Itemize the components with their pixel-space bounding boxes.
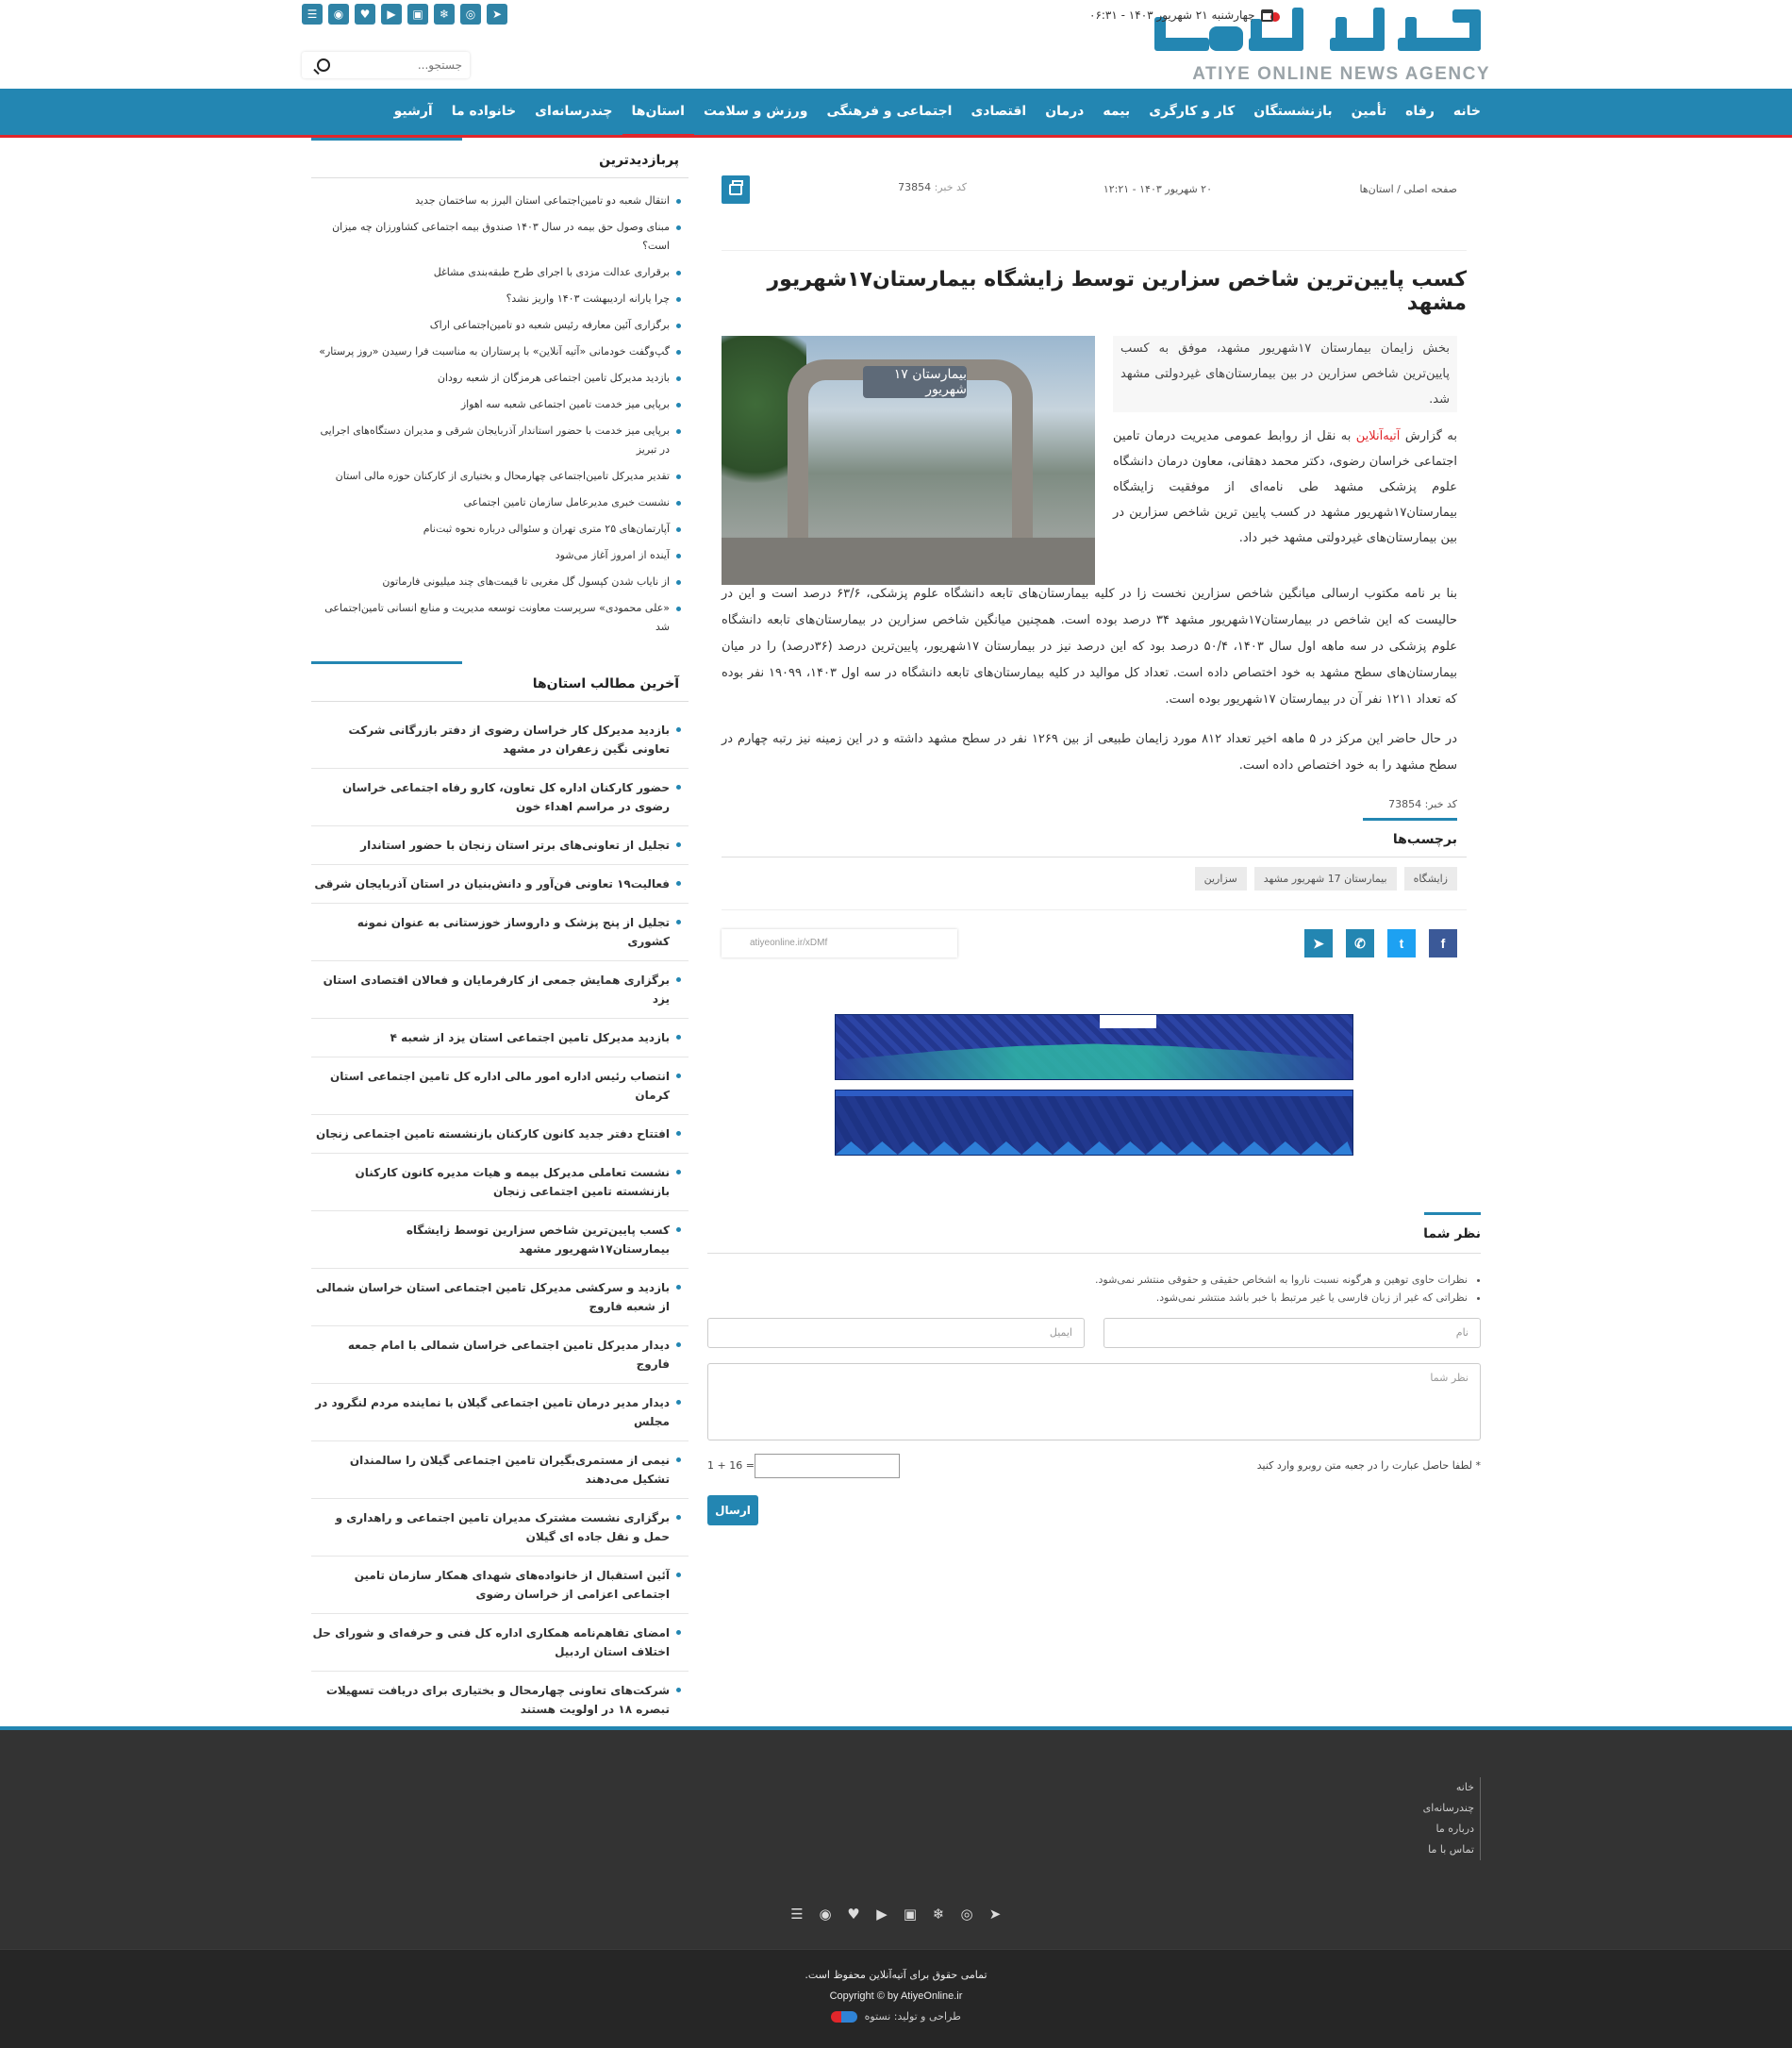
latest-item[interactable]: دیدار مدیرکل تامین اجتماعی خراسان شمالی با امام جمعه فاروج	[311, 1326, 689, 1384]
instagram-icon[interactable]: ◎	[960, 1906, 973, 1923]
breadcrumb	[1360, 183, 1458, 195]
rss-icon[interactable]: ◉	[328, 4, 349, 25]
short-url-field[interactable]: atiyeonline.ir/xDMf	[722, 929, 957, 957]
share-row	[722, 910, 1467, 1014]
aparat-icon[interactable]: ▣	[407, 4, 428, 25]
footer-link-contact[interactable]: تماس با ما	[1428, 1843, 1474, 1856]
ad-banners	[835, 1014, 1353, 1156]
logo-subtitle: ATIYE ONLINE NEWS AGENCY	[1192, 64, 1490, 84]
latest-item[interactable]: برگزاری همایش جمعی از کارفرمایان و فعالان اقتصادی استان یزد	[311, 961, 689, 1019]
site-footer	[0, 1726, 1792, 2048]
footer-links	[1423, 1777, 1481, 1860]
designer-logo-icon[interactable]	[831, 2011, 857, 2023]
search-box	[302, 52, 470, 78]
name-field[interactable]: نام	[1103, 1318, 1481, 1348]
calendar-icon	[1261, 9, 1273, 22]
nav-item-home[interactable]: خانه	[1452, 104, 1481, 119]
popular-title: پربازدیدترین	[599, 153, 679, 168]
nav-item-retirees[interactable]: بازنشستگان	[1253, 104, 1333, 119]
telegram-share-icon[interactable]: ➤	[1304, 929, 1333, 957]
captcha-row	[707, 1454, 1481, 1482]
print-icon	[729, 184, 742, 195]
popular-item[interactable]: گپ‌وگفت خودمانی «آتیه آنلاین» با پرستاران به مناسبت فرا رسیدن «روز پرستار»	[311, 339, 689, 365]
captcha-equation: 1 + 16 =	[707, 1459, 755, 1472]
tag-item[interactable]: زایشگاه	[1404, 867, 1457, 891]
article-paragraph-3: در حال حاضر این مرکز در ۵ ماهه اخیر تعداد ۸۱۲ مورد زایمان طبیعی از بین ۱۲۶۹ نفر در سطح مشهد داشته و در این زمینه نیز رتبه چهارم در سطح مشهد را به خود اختصاص داده است.	[722, 732, 1458, 773]
banner-tab	[1100, 1015, 1156, 1028]
footer-link-home[interactable]: خانه	[1455, 1781, 1474, 1793]
nav-item-sport[interactable]: ورزش و سلامت	[703, 104, 808, 119]
tags-list	[722, 857, 1467, 910]
article-date: ۲۰ شهریور ۱۴۰۳ - ۱۲:۲۱	[1103, 183, 1212, 195]
sidebar	[311, 138, 689, 1777]
instagram-icon[interactable]: ◎	[460, 4, 481, 25]
date-text: چهارشنبه ۲۱ شهریور ۱۴۰۳ - ۰۶:۳۱	[1089, 8, 1255, 22]
latest-item[interactable]: آئین استقبال از خانواده‌های شهدای همکار سازمان تامین اجتماعی اعزامی از خراسان رضوی	[311, 1557, 689, 1614]
footer-bottom	[0, 1949, 1792, 2048]
ad-banner-1[interactable]	[835, 1014, 1353, 1080]
print-button[interactable]	[722, 175, 750, 204]
tag-item[interactable]: بیمارستان 17 شهریور مشهد	[1254, 867, 1397, 891]
comment-rule: • نظراتی که غیر از زبان فارسی یا غیر مرتبط با خبر باشد منتشر نمی‌شود.	[707, 1289, 1468, 1307]
code-footer-value: 73854	[1388, 798, 1422, 810]
article-column	[707, 138, 1481, 1525]
telegram-icon[interactable]: ➤	[487, 4, 507, 25]
breadcrumb-separator: /	[1393, 183, 1401, 195]
popular-item[interactable]: مبنای وصول حق بیمه در سال ۱۴۰۳ صندوق بیمه اجتماعی کشاورزان چه میزان است؟	[311, 214, 689, 259]
latest-item[interactable]: بازدید مدیرکل کار خراسان رضوی از دفتر بازرگانی شرکت تعاونی نگین زعفران در مشهد	[311, 711, 689, 769]
whatsapp-icon[interactable]: ✆	[1346, 929, 1374, 957]
popular-item[interactable]: برپایی میز خدمت با حضور استاندار آذربایجان شرقی و مدیران دستگاه‌های اجرایی در تبریز	[311, 418, 689, 463]
banner-wave	[836, 1032, 1352, 1079]
facebook-icon[interactable]: f	[1429, 929, 1457, 957]
tag-item[interactable]: سزارین	[1195, 867, 1247, 891]
latest-title: آخرین مطالب استان‌ها	[532, 676, 679, 691]
breadcrumb-home[interactable]: صفحه اصلی	[1403, 183, 1457, 195]
latest-item[interactable]: کسب پایین‌ترین شاخص سزارین توسط زایشگاه بیمارستان۱۷شهریور مشهد	[311, 1211, 689, 1269]
nav-item-family[interactable]: خانواده ما	[451, 104, 517, 119]
popular-item[interactable]: چرا یارانه اردیبهشت ۱۴۰۳ واریز نشد؟	[311, 286, 689, 312]
latest-item[interactable]: بازدید و سرکشی مدیرکل تامین اجتماعی استان خراسان شمالی از شعبه فاروج	[311, 1269, 689, 1326]
virgool-icon[interactable]: ❄	[932, 1906, 945, 1923]
article-lead	[722, 336, 1467, 581]
footer-link-multimedia[interactable]: چندرسانه‌ای	[1422, 1802, 1474, 1814]
article-meta	[722, 175, 1467, 251]
popular-header	[311, 138, 689, 178]
footer-rights: تمامی حقوق برای آتیه‌آنلاین محفوظ است.	[805, 1969, 987, 1981]
email-field[interactable]: ایمیل	[707, 1318, 1085, 1348]
tags-title: برچسب‌ها	[722, 821, 1467, 857]
article-code	[898, 181, 967, 193]
comment-textarea[interactable]: نظر شما	[707, 1363, 1481, 1440]
article-title: کسب پایین‌ترین شاخص سزارین توسط زایشگاه بیمارستان۱۷شهریور مشهد	[767, 268, 1467, 315]
comment-rules	[707, 1254, 1481, 1307]
latest-item[interactable]: تجلیل از پنج پزشک و داروساز خوزستانی به عنوان نمونه کشوری	[311, 904, 689, 961]
main-area	[0, 138, 1792, 1723]
twitter-icon[interactable]: t	[1387, 929, 1416, 957]
share-icons	[1304, 929, 1457, 957]
latest-item[interactable]: تجلیل از تعاونی‌های برتر استان زنجان با حضور استاندار	[311, 826, 689, 865]
list-icon[interactable]: ☰	[302, 4, 323, 25]
latest-accent	[311, 661, 462, 664]
comments-title: نظر شما	[707, 1215, 1481, 1254]
main-nav	[0, 89, 1792, 138]
nav-item-provinces[interactable]: استان‌ها	[622, 89, 694, 135]
nav-item-archive[interactable]: آرشیو	[393, 104, 433, 119]
ad-banner-2[interactable]	[835, 1090, 1353, 1156]
breadcrumb-section[interactable]: استان‌ها	[1359, 183, 1394, 195]
search-input[interactable]	[330, 58, 462, 72]
footer-social-icons	[0, 1905, 1792, 1923]
article-code-label: کد خبر:	[934, 181, 967, 193]
image-ground	[722, 538, 1095, 585]
code-footer-label: کد خبر:	[1424, 798, 1457, 810]
rss-icon[interactable]: ◉	[819, 1906, 832, 1923]
popular-item[interactable]: انتقال شعبه دو تامین‌اجتماعی استان البرز به ساختمان جدید	[311, 188, 689, 214]
latest-item[interactable]: امضای تفاهم‌نامه همکاری اداره کل فنی و حرفه‌ای و شورای حل اختلاف استان اردبیل	[311, 1614, 689, 1672]
footer-copyright: Copyright © by AtiyeOnline.ir	[829, 1990, 963, 2002]
send-button[interactable]: ارسال	[707, 1495, 758, 1525]
popular-item[interactable]: آینده از امروز آغاز می‌شود	[311, 542, 689, 569]
popular-item[interactable]: نشست خبری مدیرعامل سازمان تامین اجتماعی	[311, 490, 689, 516]
latest-item[interactable]: افتتاح دفتر جدید کانون کارکنان بازنشسته تامین اجتماعی زنجان	[311, 1115, 689, 1154]
latest-header	[311, 661, 689, 702]
captcha-input[interactable]	[755, 1454, 900, 1478]
nav-item-multimedia[interactable]: چندرسانه‌ای	[535, 104, 613, 119]
source-link[interactable]: آتیه‌آنلاین	[1355, 429, 1401, 443]
latest-item[interactable]: برگزاری نشست مشترک مدیران تامین اجتماعی و راهداری و حمل و نقل جاده ای گیلان	[311, 1499, 689, 1557]
article-paragraph-2: بنا بر نامه مکتوب ارسالی میانگین شاخص سزارین نخست زا در کلیه بیمارستان‌های تابعه دانشگاه علوم پزشکی، ۶۳/۶ درصد است و این در حالیست که این شاخص در بیمارستان۱۷شهریور مشهد ۳۴ درصد بوده است. همچنین میانگین شاخص سزارین در بیمارستان‌های تابعه دانشگاه علوم پزشکی در سه ماهه اول سال ۱۴۰۳، ۵۰/۴ درصد بود که این درصد نیز در بیمارستان ۱۷شهریور، پایین‌ترین درصد (۳۶درصد) را در میان بیمارستان‌های سطح مشهد به خود اختصاص داده است. تعداد کل موالید در کلیه بیمارستان‌های تابعه دانشگاه در سه اول ۱۴۰۳، ۱۹۰۹۹ نفر بوده که تعداد ۱۲۱۱ نفر آن در بیمارستان ۱۷شهریور بوده است.	[722, 587, 1458, 707]
latest-item[interactable]: فعالیت۱۹ تعاونی فن‌آور و دانش‌بنیان در استان آذربایجان شرقی	[311, 865, 689, 904]
footer-design	[0, 2006, 1792, 2027]
latest-item[interactable]: نشست تعاملی مدیرکل بیمه و هیات مدیره کانون کارکنان بازنشسته تامین اجتماعی زنجان	[311, 1154, 689, 1211]
article-paragraph-1	[1113, 424, 1457, 551]
popular-accent	[311, 138, 462, 141]
pocket-icon[interactable]: ♥	[847, 1906, 860, 1923]
header-date	[1089, 8, 1273, 22]
image-sign: بیمارستان ۱۷ شهریور	[863, 366, 967, 398]
aparat-icon[interactable]: ▣	[903, 1906, 918, 1923]
comment-rule: • نظرات حاوی توهین و هرگونه نسبت ناروا به اشخاص حقیقی و حقوقی منتشر نمی‌شود.	[707, 1271, 1468, 1289]
nav-item-social[interactable]: اجتماعی و فرهنگی	[826, 104, 953, 119]
popular-item[interactable]: از نایاب شدن کپسول گل مغربی تا قیمت‌های چند میلیونی فارماتون	[311, 569, 689, 595]
nav-item-health[interactable]: درمان	[1045, 104, 1085, 119]
header-social-icons	[302, 4, 507, 25]
popular-item[interactable]: «علی محمودی» سرپرست معاونت توسعه مدیریت و منابع انسانی تامین‌اجتماعی شد	[311, 595, 689, 641]
latest-item[interactable]: انتصاب رئیس اداره امور مالی اداره کل تامین اجتماعی استان کرمان	[311, 1057, 689, 1115]
nav-item-insurance[interactable]: بیمه	[1103, 104, 1131, 119]
latest-item[interactable]: دیدار مدیر درمان تامین اجتماعی گیلان با نماینده مردم لنگرود در مجلس	[311, 1384, 689, 1441]
nav-item-tamin[interactable]: تأمین	[1351, 104, 1387, 119]
article-body	[722, 581, 1467, 779]
latest-item[interactable]: نیمی از مستمری‌بگیران تامین اجتماعی گیلان را سالمندان تشکیل می‌دهند	[311, 1441, 689, 1499]
popular-item[interactable]: آپارتمان‌های ۲۵ متری تهران و سئوالی درباره نحوه ثبت‌نام	[311, 516, 689, 542]
banner-ribbon	[836, 1091, 1352, 1096]
popular-item[interactable]: برگزاری آئین معارفه رئیس شعبه دو تامین‌اجتماعی اراک	[311, 312, 689, 339]
youtube-icon[interactable]: ▶	[381, 4, 402, 25]
latest-item[interactable]: شرکت‌های تعاونی چهارمحال و بختیاری برای دریافت تسهیلات تبصره ۱۸ در اولویت هستند	[311, 1672, 689, 1729]
popular-item[interactable]: برپایی میز خدمت تامین اجتماعی شعبه سه اهواز	[311, 391, 689, 418]
popular-item[interactable]: بازدید مدیرکل تامین اجتماعی هرمزگان از شعبه رودان	[311, 365, 689, 391]
nav-item-economy[interactable]: اقتصادی	[971, 104, 1027, 119]
virgool-icon[interactable]: ❄	[434, 4, 455, 25]
banner-wave	[836, 1141, 1352, 1155]
search-icon[interactable]	[317, 58, 330, 72]
article-code-value: 73854	[898, 181, 932, 193]
latest-item[interactable]: حضور کارکنان اداره کل تعاون، کارو رفاه اجتماعی خراسان رضوی در مراسم اهداء خون	[311, 769, 689, 826]
popular-list	[311, 178, 689, 650]
article-code-footer	[722, 798, 1457, 810]
footer-link-about[interactable]: درباره ما	[1435, 1823, 1474, 1835]
list-icon[interactable]: ☰	[790, 1906, 804, 1923]
site-header	[0, 0, 1792, 89]
pocket-icon[interactable]: ♥	[355, 4, 375, 25]
article-intro	[1113, 336, 1457, 551]
article-image[interactable]	[722, 336, 1095, 585]
captcha-label: * لطفا حاصل عبارت را در جعبه متن روبرو وارد کنید	[1256, 1459, 1481, 1472]
article-summary: بخش زایمان بیمارستان ۱۷شهریور مشهد، موفق به کسب پایین‌ترین شاخص سزارین در بین بیمارستان‌های غیردولتی مشهد شد.	[1113, 336, 1457, 412]
popular-item[interactable]: تقدیر مدیرکل تامین‌اجتماعی چهارمحال و بختیاری از کارکنان حوزه مالی استان	[311, 463, 689, 490]
popular-item[interactable]: برقراری عدالت مزدی با اجرای طرح طبقه‌بندی مشاغل	[311, 259, 689, 286]
telegram-icon[interactable]: ➤	[988, 1906, 1002, 1923]
comments-section	[707, 1212, 1481, 1525]
nav-item-labor[interactable]: کار و کارگری	[1149, 104, 1236, 119]
nav-item-welfare[interactable]: رفاه	[1405, 104, 1435, 119]
footer-design-text: طراحی و تولید: نستوه	[864, 2010, 961, 2023]
latest-item[interactable]: بازدید مدیرکل تامین اجتماعی استان یزد از شعبه ۴	[311, 1019, 689, 1057]
youtube-icon[interactable]: ▶	[876, 1906, 888, 1923]
p1-rest: به نقل از روابط عمومی مدیریت درمان تامین اجتماعی خراسان رضوی، دکتر محمد دهقانی، معاون درمان دانشگاه علوم پزشکی مشهد طی نامه‌ای از موفقیت زایشگاه بیمارستان۱۷شهریور مشهد در کسب پایین ترین شاخص سزارین در بین بیمارستان‌های غیردولتی مشهد خبر داد.	[1113, 429, 1457, 545]
comment-fields	[707, 1318, 1481, 1348]
p1-prefix: به گزارش	[1404, 429, 1457, 443]
latest-list	[311, 702, 689, 1777]
